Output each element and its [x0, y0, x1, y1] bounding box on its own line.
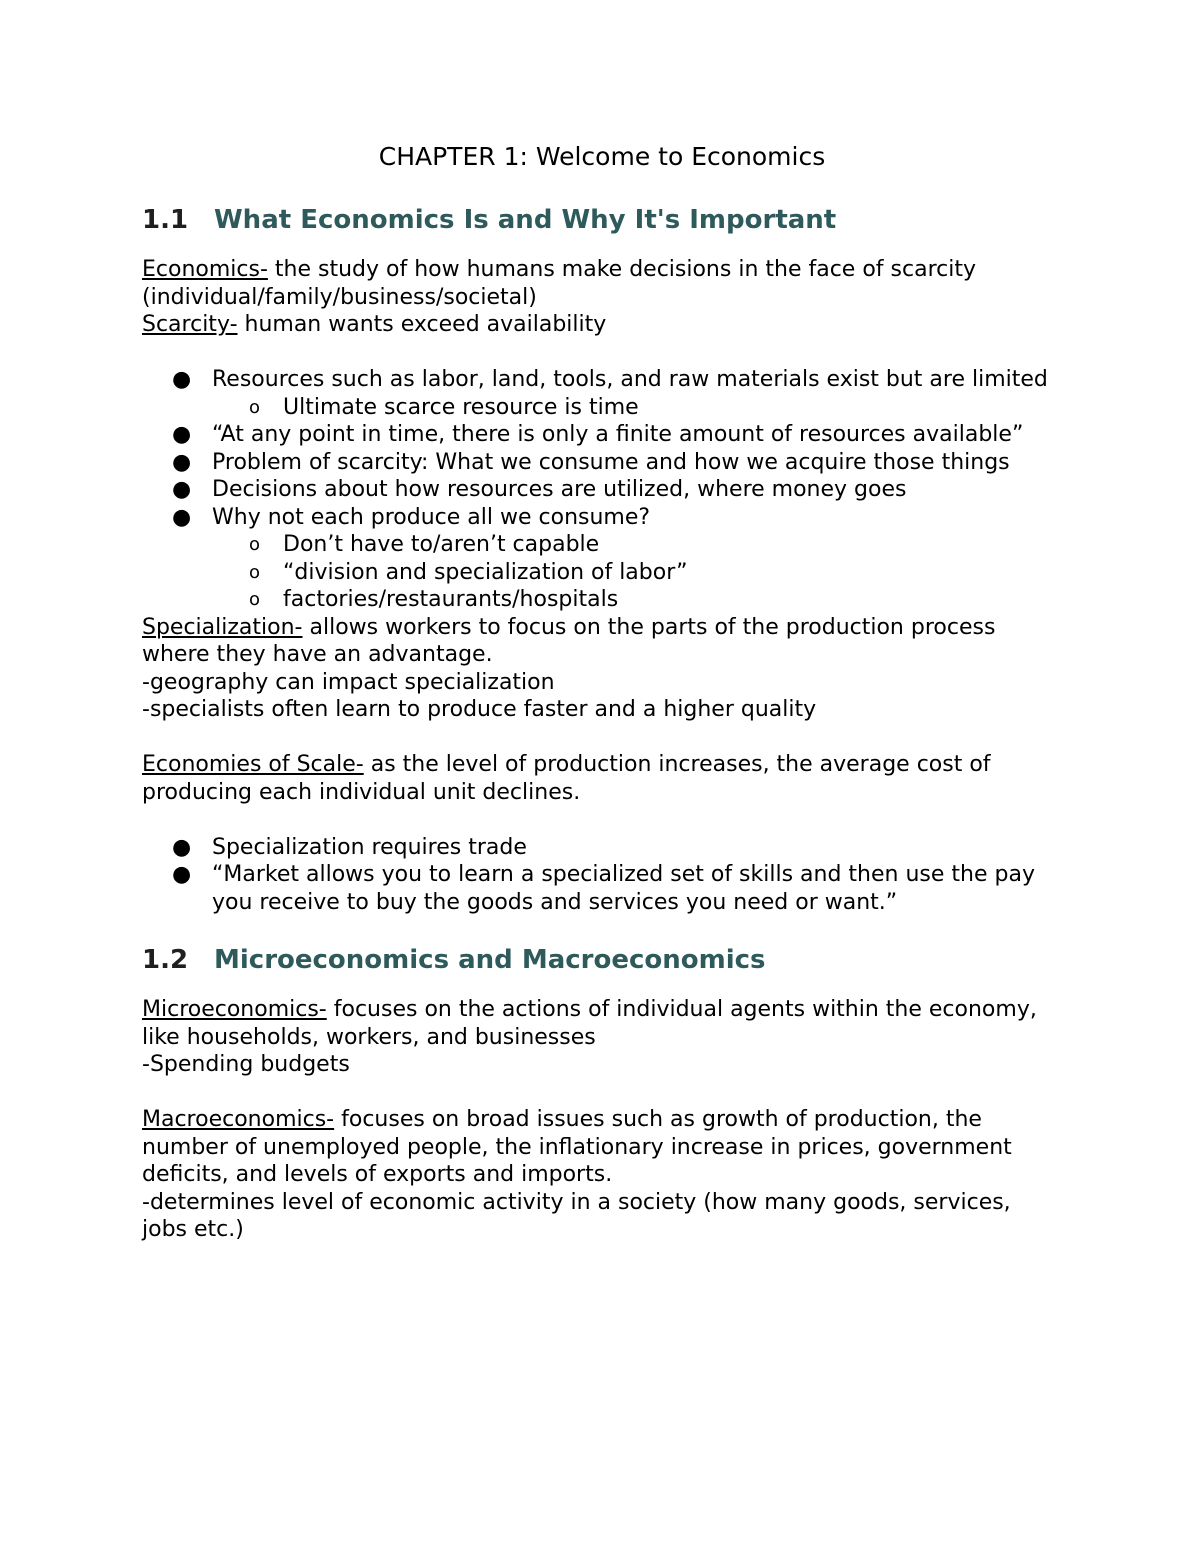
spacer — [142, 1079, 1062, 1107]
sub-list-item — [142, 394, 1062, 422]
term-label: Macroeconomics- — [142, 1107, 335, 1132]
section-number: 1.2 — [142, 945, 189, 975]
section-title: Microeconomics and Macroeconomics — [214, 945, 766, 975]
definition-text: allows workers to focus on the parts of the production process where they have an advantage. — [142, 614, 996, 667]
sub-list-item — [142, 531, 1062, 559]
section-heading-1-1 — [142, 202, 1062, 238]
term-label: Microeconomics- — [142, 997, 327, 1022]
document-body — [142, 140, 1062, 1244]
list-item-text: “division and specialization of labor” — [283, 559, 688, 585]
list-item — [142, 861, 1062, 916]
list-item — [142, 449, 1062, 477]
spacer — [142, 806, 1062, 834]
definition-macroeconomics — [142, 1106, 1062, 1189]
bullet-icon: ● — [172, 449, 192, 475]
list-item-text: Resources such as labor, land, tools, and raw materials exist but are limited — [212, 367, 1048, 392]
list-item-text: Problem of scarcity: What we consume and how we acquire those things — [212, 449, 1010, 475]
section-number: 1.1 — [142, 205, 189, 235]
note-line: -determines level of economic activity in a society (how many goods, services, jobs etc.) — [142, 1189, 1011, 1242]
definition-text: focuses on the actions of individual agents within the economy, like households, workers, and businesses — [142, 997, 1037, 1050]
section-heading-1-2 — [142, 942, 1062, 978]
section-title: What Economics Is and Why It's Important — [214, 205, 837, 235]
list-item — [142, 834, 1062, 862]
spacer — [142, 339, 1062, 367]
list-item — [142, 366, 1062, 421]
sub-bullet-icon: o — [249, 589, 261, 610]
list-item-text: “At any point in time, there is only a finite amount of resources available” — [212, 422, 1024, 447]
list-item-text: Ultimate scarce resource is time — [283, 394, 639, 420]
spacer — [142, 724, 1062, 752]
sub-list-item — [142, 586, 1062, 614]
definition-text: human wants exceed availability — [237, 312, 607, 337]
trade-bullet-list — [142, 834, 1062, 917]
definition-specialization — [142, 614, 1062, 669]
term-label: Economies of Scale- — [142, 752, 364, 777]
term-label: Economics- — [142, 257, 268, 282]
bullet-icon: ● — [172, 504, 192, 530]
note-line: -Spending budgets — [142, 1052, 350, 1077]
scarcity-bullet-list — [142, 366, 1062, 614]
sub-bullet-icon: o — [249, 396, 261, 418]
definition-text: as the level of production increases, the average cost of producing each individual unit declines. — [142, 752, 991, 805]
list-item-text: Decisions about how resources are utilized, where money goes — [212, 477, 907, 502]
note-line: -specialists often learn to produce faster and a higher quality — [142, 697, 817, 722]
term-label: Scarcity- — [142, 312, 238, 337]
bullet-icon: ● — [172, 422, 192, 447]
term-label: Specialization- — [142, 614, 303, 640]
definition-economies-of-scale — [142, 751, 1062, 806]
sub-bullet-icon: o — [249, 534, 261, 555]
bullet-icon: ● — [172, 834, 192, 860]
list-item — [142, 476, 1062, 504]
list-item-text: Why not each produce all we consume? — [212, 504, 651, 530]
bullet-icon: ● — [172, 367, 192, 392]
chapter-title: CHAPTER 1: Welcome to Economics — [378, 142, 826, 171]
list-item-text: Don’t have to/aren’t capable — [283, 532, 600, 557]
definition-economics — [142, 256, 1062, 311]
list-item — [142, 504, 1062, 614]
bullet-icon: ● — [172, 477, 192, 502]
list-item-text: factories/restaurants/hospitals — [283, 587, 619, 612]
bullet-icon: ● — [172, 862, 192, 887]
sub-bullet-list — [212, 394, 1062, 422]
definition-text: the study of how humans make decisions in the face of scarcity (individual/family/business/societal) — [142, 257, 976, 310]
definition-scarcity — [142, 311, 1062, 339]
definition-text: focuses on broad issues such as growth of production, the number of unemployed people, the inflationary increase in prices, government deficits, and levels of exports and imports. — [142, 1107, 1012, 1187]
list-item-text: “Market allows you to learn a specialized set of skills and then use the pay you receive to buy the goods and services you need or want.” — [212, 862, 1035, 915]
list-item — [142, 421, 1062, 449]
note-line: -geography can impact specialization — [142, 669, 555, 695]
sub-bullet-icon: o — [249, 561, 261, 583]
list-item-text: Specialization requires trade — [212, 834, 527, 860]
definition-microeconomics — [142, 996, 1062, 1051]
sub-bullet-list — [212, 531, 1062, 614]
sub-list-item — [142, 559, 1062, 587]
